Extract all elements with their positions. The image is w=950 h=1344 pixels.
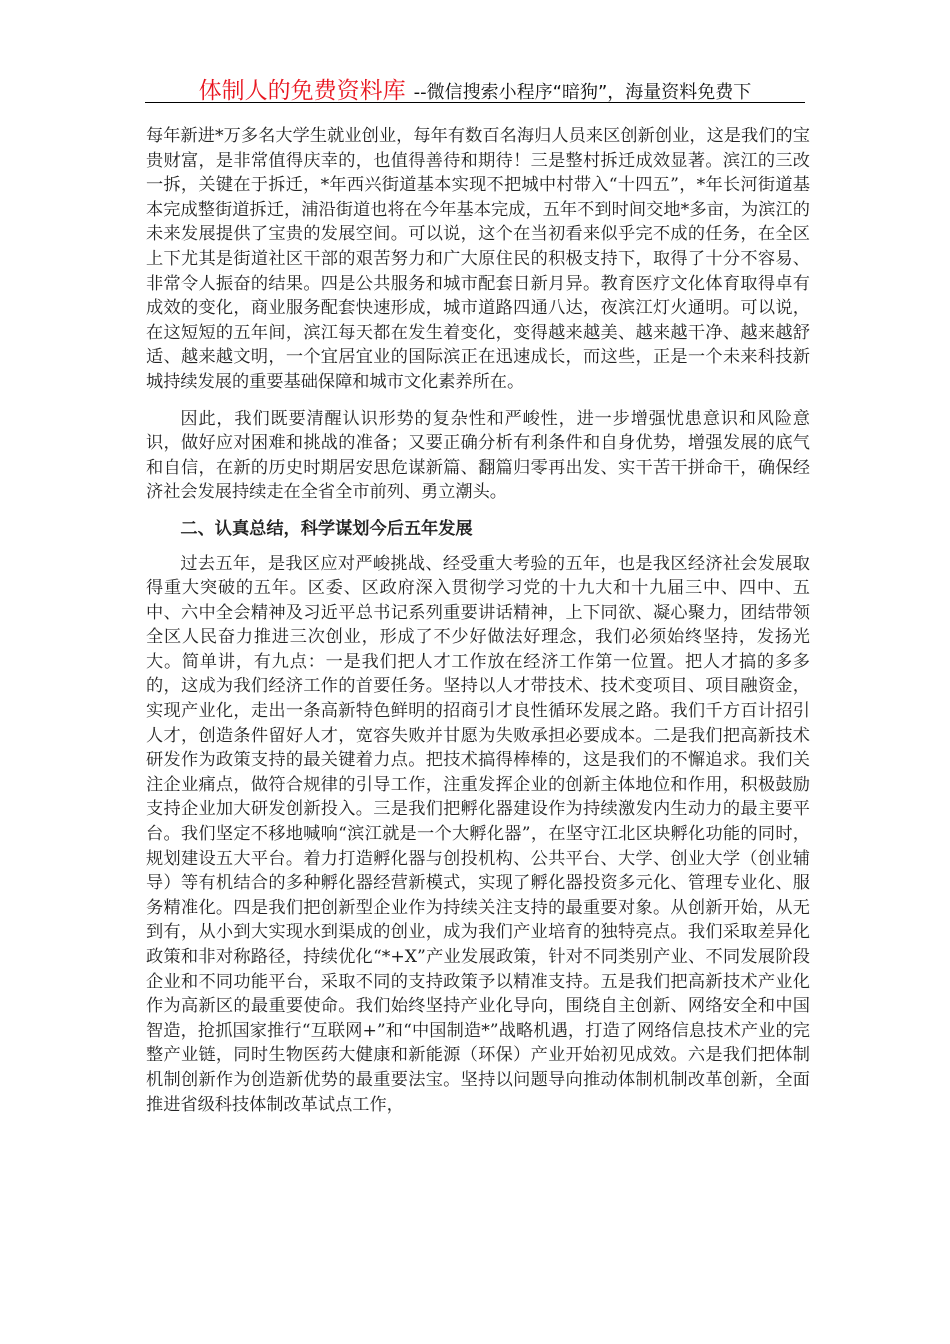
paragraph-continued: 每年新进*万多名大学生就业创业，每年有数百名海归人员来区创新创业，这是我们的宝贵财富，是非常值得庆幸的，也值得善待和期待！三是整村拆迁成效显著。滨江的三改一拆，关键在于拆迁，*年西兴街道基本实现不把城中村带入“十四五”，*年长河街道基本完成整街道拆迁，浦沿街道也将在今年基本完成，五年不到时间交地*多亩，为滨江的未来发展提供了宝贵的发展空间。可以说，这个在当初看来似乎完不成的任务，在全区上下尤其是街道社区干部的艰苦努力和广大原住民的积极支持下，取得了十分不容易、非常令人振奋的结果。四是公共服务和城市配套日新月异。教育医疗文化体育取得卓有成效的变化，商业服务配套快速形成，城市道路四通八达，夜滨江灯火通明。可以说，在这短短的五年间，滨江每天都在发生着变化，变得越来越美、越来越干净、越来越舒适、越来越文明，一个宜居宜业的国际滨正在迅速成长，而这些，正是一个未来科技新城持续发展的重要基础保障和城市文化素养所在。 — [146, 126, 810, 392]
paragraph-therefore: 因此，我们既要清醒认识形势的复杂性和严峻性，进一步增强忧患意识和风险意识，做好应对困难和挑战的准备；又要正确分析有利条件和自身优势，增强发展的底气和自信，在新的历史时期居安思危谋新篇、翻篇归零再出发、实干苦干拼命干，确保经济社会发展持续走在全省全市前列、勇立潮头。 — [146, 408, 810, 503]
page-header — [145, 72, 805, 103]
header-brand: 体制人的免费资料库 — [198, 78, 406, 104]
document-body — [146, 124, 810, 1117]
paragraph-past-five-years: 过去五年，是我区应对严峻挑战、经受重大考验的五年，也是我区经济社会发展取得重大突破的五年。区委、区政府深入贯彻学习党的十九大和十九届三中、四中、五中、六中全会精神及习近平总书记系列重要讲话精神，上下同欲、凝心聚力，团结带领全区人民奋力推进三次创业，形成了不少好做法好理念，我们必须始终坚持，发扬光大。简单讲，有九点：一是我们把人才工作放在经济工作第一位置。把人才搞的多多的，这成为我们经济工作的首要任务。坚持以人才带技术、技术变项目、项目融资金，实现产业化，走出一条高新特色鲜明的招商引才良性循环发展之路。我们千方百计招引人才，创造条件留好人才，宽容失败并甘愿为失败承担必要成本。二是我们把高新技术研发作为政策支持的最关键着力点。把技术搞得棒棒的，这是我们的不懈追求。我们关注企业痛点，做符合规律的引导工作，注重发挥企业的创新主体地位和作用，积极鼓励支持企业加大研发创新投入。三是我们把孵化器建设作为持续激发内生动力的最主要平台。我们坚定不移地喊响“滨江就是一个大孵化器”，在坚守江北区块孵化功能的同时，规划建设五大平台。着力打造孵化器与创投机构、公共平台、大学、创业大学（创业辅导）等有机结合的多种孵化器经营新模式，实现了孵化器投资多元化、管理专业化、服务精准化。四是我们把创新型企业作为持续关注支持的最重要对象。从创新开始，从无到有，从小到大实现水到渠成的创业，成为我们产业培育的独特亮点。我们采取差异化政策和非对称路径，持续优化“*+X”产业发展政策，针对不同类别产业、不同发展阶段企业和不同功能平台，采取不同的支持政策予以精准支持。五是我们把高新技术产业化作为高新区的最重要使命。我们始终坚持产业化导向，围绕自主创新、网络安全和中国智造，抢抓国家推行“互联网+”和“中国制造*”战略机遇，打造了网络信息技术产业的完整产业链，同时生物医药大健康和新能源（环保）产业开始初见成效。六是我们把体制机制创新作为创造新优势的最重要法宝。坚持以问题导向推动体制机制改革创新，全面推进省级科技体制改革试点工作， — [146, 553, 810, 1115]
section-heading: 二、认真总结，科学谋划今后五年发展 — [180, 518, 473, 539]
header-tagline: --微信搜索小程序“暗狗”，海量资料免费下 — [413, 82, 752, 103]
